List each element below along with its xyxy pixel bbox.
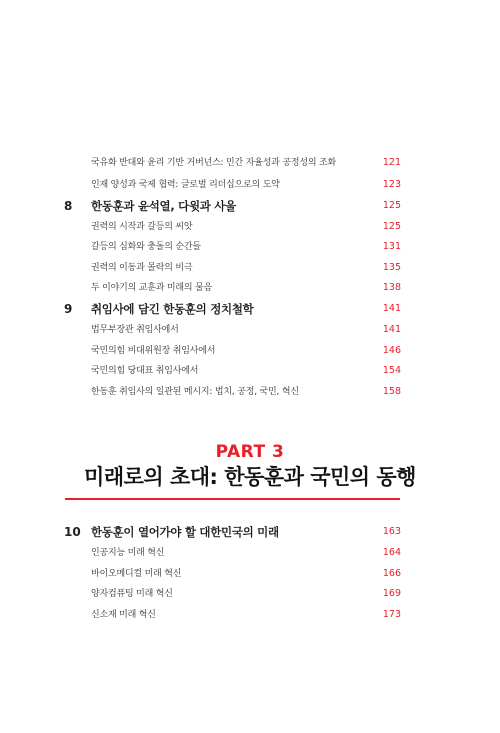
toc-entry[interactable] bbox=[0, 564, 500, 584]
toc-page-number: 166 bbox=[382, 568, 401, 579]
toc-entry[interactable] bbox=[0, 217, 500, 237]
toc-entry-title: 인재 양성과 국제 협력: 글로벌 리더십으로의 도약 bbox=[91, 180, 280, 190]
toc-entry-title: 두 이야기의 교훈과 미래의 물음 bbox=[91, 283, 213, 293]
toc-page-number: 173 bbox=[382, 609, 401, 620]
part-title: 미래로의 초대: 한동훈과 국민의 동행 bbox=[84, 465, 416, 489]
toc-page-number: 141 bbox=[382, 303, 401, 314]
toc-page-number: 135 bbox=[382, 262, 401, 273]
toc-page-number: 131 bbox=[382, 241, 401, 252]
toc-entry-title: 갈등의 심화와 충돌의 순간들 bbox=[91, 242, 201, 252]
toc-page-number: 169 bbox=[382, 588, 401, 599]
chapter-number: 9 bbox=[64, 302, 73, 316]
toc-page-number: 121 bbox=[382, 157, 401, 168]
toc-entry[interactable] bbox=[0, 584, 500, 604]
toc-entry[interactable] bbox=[0, 278, 500, 298]
toc-page-number: 123 bbox=[382, 179, 401, 190]
toc-page-number: 158 bbox=[382, 386, 401, 397]
toc-page-number: 154 bbox=[382, 365, 401, 376]
toc-entry[interactable] bbox=[0, 382, 500, 402]
toc-entry-title: 법무부장관 취임사에서 bbox=[91, 325, 179, 335]
toc-entry[interactable] bbox=[0, 320, 500, 340]
toc-entry[interactable] bbox=[0, 153, 500, 173]
toc-entry[interactable] bbox=[0, 341, 500, 361]
chapter-title: 취임사에 담긴 한동훈의 정치철학 bbox=[91, 302, 254, 316]
toc-entry-title: 권력의 시작과 갈등의 씨앗 bbox=[91, 222, 193, 232]
toc-entry-title: 국민의힘 당대표 취임사에서 bbox=[91, 366, 199, 376]
chapter-number: 8 bbox=[64, 199, 73, 213]
toc-entry-title: 바이오메디컬 미래 혁신 bbox=[91, 569, 182, 579]
toc-page-number: 163 bbox=[382, 526, 401, 537]
toc-entry[interactable] bbox=[0, 361, 500, 381]
toc-entry[interactable] bbox=[0, 543, 500, 563]
toc-entry[interactable] bbox=[0, 605, 500, 625]
toc-page-number: 125 bbox=[382, 221, 401, 232]
toc-chapter-entry[interactable] bbox=[0, 522, 500, 542]
toc-entry-title: 국유화 반대와 윤리 기반 거버넌스: 민간 자율성과 공정성의 조화 bbox=[91, 158, 336, 168]
toc-entry[interactable] bbox=[0, 237, 500, 257]
toc-entry-title: 양자컴퓨팅 미래 혁신 bbox=[91, 589, 173, 599]
toc-page-number: 141 bbox=[382, 324, 401, 335]
chapter-title: 한동훈이 열어가야 할 대한민국의 미래 bbox=[91, 525, 279, 539]
toc-entry[interactable] bbox=[0, 258, 500, 278]
chapter-number: 10 bbox=[64, 525, 81, 539]
toc-chapter-entry[interactable] bbox=[0, 299, 500, 319]
toc-page-number: 138 bbox=[382, 282, 401, 293]
toc-entry-title: 국민의힘 비대위원장 취임사에서 bbox=[91, 346, 216, 356]
toc-entry[interactable] bbox=[0, 175, 500, 195]
toc-entry-title: 신소재 미래 혁신 bbox=[91, 610, 156, 620]
toc-chapter-entry[interactable] bbox=[0, 196, 500, 216]
part-divider bbox=[65, 498, 400, 500]
toc-entry-title: 인공지능 미래 혁신 bbox=[91, 548, 165, 558]
toc-page-number: 146 bbox=[382, 345, 401, 356]
part-label: PART 3 bbox=[215, 442, 285, 462]
toc-page-number: 125 bbox=[382, 200, 401, 211]
toc-entry-title: 권력의 이동과 몰락의 비극 bbox=[91, 263, 193, 273]
toc-entry-title: 한동훈 취임사의 일관된 메시지: 법치, 공정, 국민, 혁신 bbox=[91, 387, 299, 397]
chapter-title: 한동훈과 윤석열, 다윗과 사울 bbox=[91, 199, 236, 213]
toc-page-number: 164 bbox=[382, 547, 401, 558]
